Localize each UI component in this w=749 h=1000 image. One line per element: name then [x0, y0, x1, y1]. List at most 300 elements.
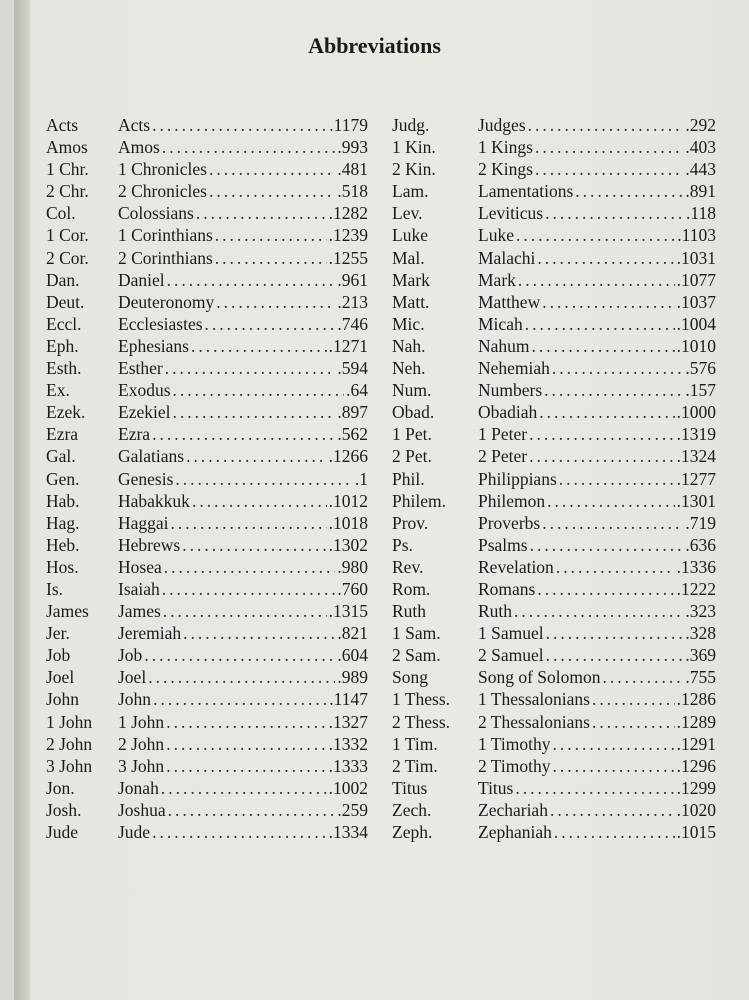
abbreviation-row — [392, 446, 716, 468]
abbreviation-row — [392, 822, 716, 844]
book-name: Jude — [118, 822, 151, 842]
dot-leader — [529, 424, 675, 445]
dot-leader — [162, 137, 336, 158]
book-abbreviation: Mark — [392, 269, 430, 290]
abbreviation-row — [46, 513, 368, 535]
abbreviation-row — [46, 535, 368, 557]
book-abbreviation: Is. — [46, 578, 64, 599]
abbreviation-row — [46, 778, 368, 800]
dot-leader — [152, 115, 327, 136]
page-number: .1266 — [328, 446, 368, 467]
dot-leader — [153, 689, 327, 710]
page-number: .1239 — [328, 225, 368, 246]
book-name: 1 Corinthians — [118, 225, 213, 246]
dot-leader — [532, 336, 675, 357]
page-number: .1018 — [328, 512, 368, 533]
book-name: Genesis — [118, 468, 174, 489]
book-name: Philemon — [478, 490, 546, 511]
abbreviation-row — [46, 380, 368, 402]
book-abbreviation: Deut. — [46, 291, 85, 312]
book-abbreviation: Ex. — [46, 380, 70, 401]
page-number: .821 — [337, 623, 368, 644]
book-name: Psalms — [478, 534, 528, 555]
book-abbreviation: 1 Tim. — [392, 733, 438, 754]
book-abbreviation: Song — [392, 667, 428, 688]
book-name: 1 Thessalonians — [478, 689, 590, 710]
dot-leader — [546, 645, 684, 666]
abbreviation-row — [46, 137, 368, 159]
abbreviation-row — [392, 756, 716, 778]
dot-leader — [603, 667, 684, 688]
dot-leader — [546, 623, 684, 644]
book-abbreviation: 2 Thess. — [392, 711, 451, 732]
dot-leader — [144, 645, 335, 666]
book-abbreviation: Ps. — [392, 534, 413, 555]
abbreviation-row — [46, 424, 368, 446]
book-name: Leviticus — [478, 203, 544, 224]
book-abbreviation: Col. — [46, 203, 76, 224]
page-number: .1277 — [676, 468, 716, 489]
page-number: .157 — [685, 380, 716, 401]
book-name: 2 Kings — [478, 159, 533, 180]
page-number: .989 — [337, 667, 368, 688]
page-title: Abbreviations — [308, 33, 441, 58]
book-name: Ephesians — [118, 335, 189, 356]
book-name: Zephaniah — [478, 822, 552, 842]
abbreviation-row — [46, 336, 368, 358]
page-number: .594 — [337, 358, 368, 379]
dot-leader — [552, 734, 674, 755]
abbreviation-row — [46, 756, 368, 778]
dot-leader — [528, 115, 684, 136]
page-number: .636 — [685, 534, 716, 555]
abbreviation-row — [46, 557, 368, 579]
book-name: Romans — [478, 578, 536, 599]
page-number: .576 — [685, 358, 716, 379]
book-abbreviation: 2 Pet. — [392, 446, 432, 467]
book-name: Isaiah — [118, 578, 160, 599]
abbreviation-row — [392, 203, 716, 225]
book-abbreviation: Phil. — [392, 468, 425, 489]
abbreviation-row — [392, 645, 716, 667]
page-number: .1301 — [676, 490, 716, 511]
abbreviation-row — [392, 535, 716, 557]
book-name: Matthew — [478, 291, 541, 312]
book-abbreviation: 2 Cor. — [46, 247, 89, 268]
page-number: .1296 — [676, 755, 716, 776]
page-number: .604 — [337, 645, 368, 666]
book-abbreviation: Lev. — [392, 203, 423, 224]
page-number: .755 — [685, 667, 716, 688]
book-name: Galatians — [118, 446, 185, 467]
book-abbreviation: Gal. — [46, 446, 76, 467]
page-number: .1179 — [329, 115, 368, 135]
page-number: .259 — [337, 799, 368, 820]
dot-leader — [515, 778, 674, 799]
abbreviation-row — [46, 402, 368, 424]
abbreviation-row — [392, 115, 716, 137]
dot-leader — [530, 535, 684, 556]
book-name: Joshua — [118, 799, 166, 820]
abbreviation-row — [392, 424, 716, 446]
dot-leader — [166, 712, 326, 733]
dot-leader — [209, 159, 335, 180]
abbreviation-row — [46, 248, 368, 270]
book-name: Mark — [478, 269, 516, 290]
book-name: Titus — [478, 777, 514, 798]
abbreviation-row — [46, 689, 368, 711]
book-abbreviation: Dan. — [46, 269, 80, 290]
dot-leader — [537, 579, 674, 600]
book-name: 1 Kings — [478, 137, 533, 158]
abbreviation-row — [46, 601, 368, 623]
book-name: 2 Thessalonians — [478, 711, 590, 732]
book-name: 2 Peter — [478, 446, 528, 467]
abbreviation-row — [392, 623, 716, 645]
dot-leader — [559, 469, 675, 490]
page-number: .1012 — [328, 490, 368, 511]
book-abbreviation: Josh. — [46, 799, 82, 820]
book-abbreviation: 1 Cor. — [46, 225, 89, 246]
book-abbreviation: 1 Thess. — [392, 689, 451, 710]
abbreviation-row — [392, 689, 716, 711]
dot-leader — [209, 181, 335, 202]
dot-leader — [544, 380, 683, 401]
book-name: Nehemiah — [478, 358, 550, 379]
dot-leader — [550, 800, 675, 821]
dot-leader — [186, 446, 327, 467]
book-abbreviation: Mal. — [392, 247, 425, 268]
abbreviation-row — [46, 469, 368, 491]
book-abbreviation: Jer. — [46, 623, 70, 644]
book-name: Ezekiel — [118, 402, 171, 423]
book-name: Exodus — [118, 380, 171, 401]
dot-leader — [592, 712, 675, 733]
dot-leader — [166, 734, 326, 755]
page-number: .1315 — [328, 601, 368, 622]
book-name: 1 Samuel — [478, 623, 544, 644]
page-number: .1015 — [676, 822, 716, 842]
abbreviation-row — [392, 292, 716, 314]
abbreviation-row — [46, 712, 368, 734]
page-number: .213 — [337, 291, 368, 312]
book-abbreviation: Rom. — [392, 578, 431, 599]
abbreviation-row — [392, 380, 716, 402]
book-abbreviation: 2 Sam. — [392, 645, 441, 666]
dot-leader — [166, 756, 326, 777]
book-name: 2 Samuel — [478, 645, 544, 666]
page-number: .1291 — [676, 733, 716, 754]
abbreviation-column-right — [392, 115, 716, 844]
book-name: Jeremiah — [118, 623, 182, 644]
page-number: .1333 — [328, 755, 368, 776]
dot-leader — [216, 292, 335, 313]
abbreviation-row — [392, 667, 716, 689]
abbreviation-row — [392, 248, 716, 270]
book-name: Proverbs — [478, 512, 541, 533]
page-number: .1103 — [677, 225, 716, 246]
book-abbreviation: Hos. — [46, 556, 79, 577]
book-name: 2 Timothy — [478, 755, 551, 776]
book-abbreviation: Amos — [46, 137, 88, 158]
book-abbreviation: Philem. — [392, 490, 446, 511]
book-name: Malachi — [478, 247, 536, 268]
page-number: .403 — [685, 137, 716, 158]
abbreviation-row — [46, 800, 368, 822]
page-number: .980 — [337, 556, 368, 577]
dot-leader — [525, 314, 675, 335]
dot-leader — [168, 800, 336, 821]
book-name: 2 John — [118, 733, 165, 754]
book-abbreviation: 2 Tim. — [392, 755, 438, 776]
dot-leader — [182, 535, 326, 556]
page-number: .481 — [337, 159, 368, 180]
book-abbreviation: Judg. — [392, 115, 430, 135]
page-number: .961 — [337, 269, 368, 290]
book-name: Philippians — [478, 468, 557, 489]
abbreviation-row — [392, 778, 716, 800]
book-abbreviation: Ezek. — [46, 402, 86, 423]
page-number: .1286 — [676, 689, 716, 710]
book-name: 3 John — [118, 755, 165, 776]
page-number: .1077 — [676, 269, 716, 290]
book-name: 2 Corinthians — [118, 247, 213, 268]
book-name: 1 Chronicles — [118, 159, 207, 180]
book-name: Jonah — [118, 777, 159, 798]
book-abbreviation: Ruth — [392, 601, 427, 622]
book-abbreviation: Acts — [46, 115, 79, 135]
book-name: Ecclesiastes — [118, 313, 203, 334]
dot-leader — [592, 689, 675, 710]
page-number: .1282 — [328, 203, 368, 224]
abbreviation-row — [392, 734, 716, 756]
page-number: .1010 — [676, 335, 716, 356]
abbreviation-row — [46, 667, 368, 689]
book-abbreviation: Jude — [46, 822, 79, 842]
book-name: Numbers — [478, 380, 543, 401]
abbreviation-row — [46, 159, 368, 181]
abbreviation-row — [392, 402, 716, 424]
book-abbreviation: Hag. — [46, 512, 80, 533]
page-number: .1255 — [328, 247, 368, 268]
page-number: .760 — [337, 578, 368, 599]
book-name: Acts — [118, 115, 151, 135]
book-name: Habakkuk — [118, 490, 190, 511]
abbreviation-row — [392, 491, 716, 513]
page-number: .64 — [346, 380, 368, 401]
dot-leader — [537, 248, 674, 269]
abbreviation-row — [46, 115, 368, 137]
page-number: .328 — [685, 623, 716, 644]
book-abbreviation: 1 Kin. — [392, 137, 436, 158]
page-number: .891 — [685, 181, 716, 202]
abbreviation-row — [392, 513, 716, 535]
abbreviation-row — [392, 159, 716, 181]
book-name: Ruth — [478, 601, 513, 622]
book-abbreviation: 1 Chr. — [46, 159, 89, 180]
page-number: .1147 — [329, 689, 368, 710]
abbreviation-row — [392, 557, 716, 579]
book-name: Nahum — [478, 335, 530, 356]
dot-leader — [152, 822, 327, 843]
dot-leader — [172, 402, 335, 423]
page-number: .1020 — [676, 799, 716, 820]
abbreviation-row — [392, 358, 716, 380]
page-number: .323 — [685, 601, 716, 622]
page-number: .1031 — [676, 247, 716, 268]
book-name: Hebrews — [118, 534, 181, 555]
abbreviation-row — [46, 203, 368, 225]
page-number: .1037 — [676, 291, 716, 312]
book-name: John — [118, 689, 152, 710]
book-abbreviation: Joel — [46, 667, 75, 688]
page-number: .1327 — [328, 711, 368, 732]
book-abbreviation: Zech. — [392, 799, 432, 820]
dot-leader — [175, 469, 352, 490]
book-name: Haggai — [118, 512, 169, 533]
book-abbreviation: James — [46, 601, 89, 622]
page-number: .1000 — [676, 402, 716, 423]
dot-leader — [215, 248, 327, 269]
book-abbreviation: Luke — [392, 225, 428, 246]
dot-leader — [539, 402, 674, 423]
book-name: Joel — [118, 667, 147, 688]
book-name: Zechariah — [478, 799, 548, 820]
book-abbreviation: Matt. — [392, 291, 430, 312]
abbreviation-row — [392, 579, 716, 601]
page-number: .719 — [685, 512, 716, 533]
book-name: Job — [118, 645, 143, 666]
book-abbreviation: Gen. — [46, 468, 80, 489]
book-name: 2 Chronicles — [118, 181, 207, 202]
book-name: 1 Timothy — [478, 733, 551, 754]
dot-leader — [575, 181, 683, 202]
book-abbreviation: Eccl. — [46, 313, 82, 334]
abbreviation-row — [46, 358, 368, 380]
book-abbreviation: Jon. — [46, 777, 75, 798]
book-abbreviation: Esth. — [46, 358, 82, 379]
book-abbreviation: 1 Sam. — [392, 623, 441, 644]
page-number: .292 — [685, 115, 716, 135]
dot-leader — [192, 491, 327, 512]
dot-leader — [552, 756, 674, 777]
book-abbreviation: 1 Pet. — [392, 424, 432, 445]
dot-leader — [529, 446, 675, 467]
dot-leader — [556, 557, 675, 578]
dot-leader — [196, 203, 327, 224]
abbreviation-row — [392, 601, 716, 623]
book-name: Hosea — [118, 556, 162, 577]
book-abbreviation: 2 John — [46, 733, 93, 754]
book-name: Daniel — [118, 269, 165, 290]
dot-leader — [215, 225, 327, 246]
book-abbreviation: 1 John — [46, 711, 93, 732]
book-abbreviation: Obad. — [392, 402, 435, 423]
book-abbreviation: Eph. — [46, 335, 79, 356]
page-number: .118 — [686, 203, 716, 224]
abbreviation-row — [392, 314, 716, 336]
abbreviation-row — [46, 292, 368, 314]
abbreviation-row — [392, 712, 716, 734]
page-number: .518 — [337, 181, 368, 202]
book-abbreviation: Mic. — [392, 313, 425, 334]
book-abbreviation: Zeph. — [392, 822, 433, 842]
dot-leader — [148, 667, 335, 688]
book-spine-shadow — [14, 0, 30, 1000]
dot-leader — [164, 557, 336, 578]
dot-leader — [165, 358, 336, 379]
page-number: .1002 — [328, 777, 368, 798]
book-abbreviation: Neh. — [392, 358, 426, 379]
abbreviation-row — [392, 270, 716, 292]
abbreviation-row — [46, 623, 368, 645]
book-name: Lamentations — [478, 181, 574, 202]
book-abbreviation: Job — [46, 645, 71, 666]
page-number: .1302 — [328, 534, 368, 555]
page-number: .1222 — [676, 578, 716, 599]
abbreviation-row — [46, 270, 368, 292]
book-name: Esther — [118, 358, 163, 379]
dot-leader — [167, 270, 336, 291]
abbreviation-row — [46, 645, 368, 667]
dot-leader — [171, 513, 327, 534]
dot-leader — [554, 822, 675, 843]
page-number: .562 — [337, 424, 368, 445]
book-abbreviation: Ezra — [46, 424, 79, 445]
abbreviation-row — [46, 579, 368, 601]
dot-leader — [542, 292, 674, 313]
dot-leader — [173, 380, 345, 401]
book-abbreviation: 2 Kin. — [392, 159, 436, 180]
page-number: .1332 — [328, 733, 368, 754]
abbreviation-row — [46, 734, 368, 756]
page-number: .897 — [337, 402, 368, 423]
abbreviation-row — [46, 314, 368, 336]
page-number: .1 — [354, 468, 368, 489]
dot-leader — [162, 579, 336, 600]
page-number: .1319 — [676, 424, 716, 445]
dot-leader — [183, 623, 335, 644]
book-abbreviation: Prov. — [392, 512, 429, 533]
book-abbreviation: Hab. — [46, 490, 80, 511]
book-name: Obadiah — [478, 402, 538, 423]
dot-leader — [163, 601, 327, 622]
dot-leader — [518, 270, 675, 291]
book-abbreviation: Lam. — [392, 181, 429, 202]
abbreviation-row — [46, 446, 368, 468]
page-number: .443 — [685, 159, 716, 180]
abbreviation-row — [392, 469, 716, 491]
dot-leader — [547, 491, 675, 512]
dot-leader — [552, 358, 683, 379]
abbreviation-row — [392, 181, 716, 203]
abbreviation-row — [392, 137, 716, 159]
dot-leader — [535, 159, 683, 180]
book-abbreviation: Titus — [392, 777, 428, 798]
page-number: .1334 — [328, 822, 368, 842]
page-number: .993 — [337, 137, 368, 158]
book-name: Micah — [478, 313, 523, 334]
dot-leader — [514, 601, 683, 622]
abbreviation-row — [46, 181, 368, 203]
book-name: Luke — [478, 225, 514, 246]
abbreviation-row — [46, 491, 368, 513]
book-abbreviation: Num. — [392, 380, 432, 401]
book-name: Ezra — [118, 424, 151, 445]
book-name: Amos — [118, 137, 160, 158]
page-number: .369 — [685, 645, 716, 666]
dot-leader — [152, 424, 335, 445]
